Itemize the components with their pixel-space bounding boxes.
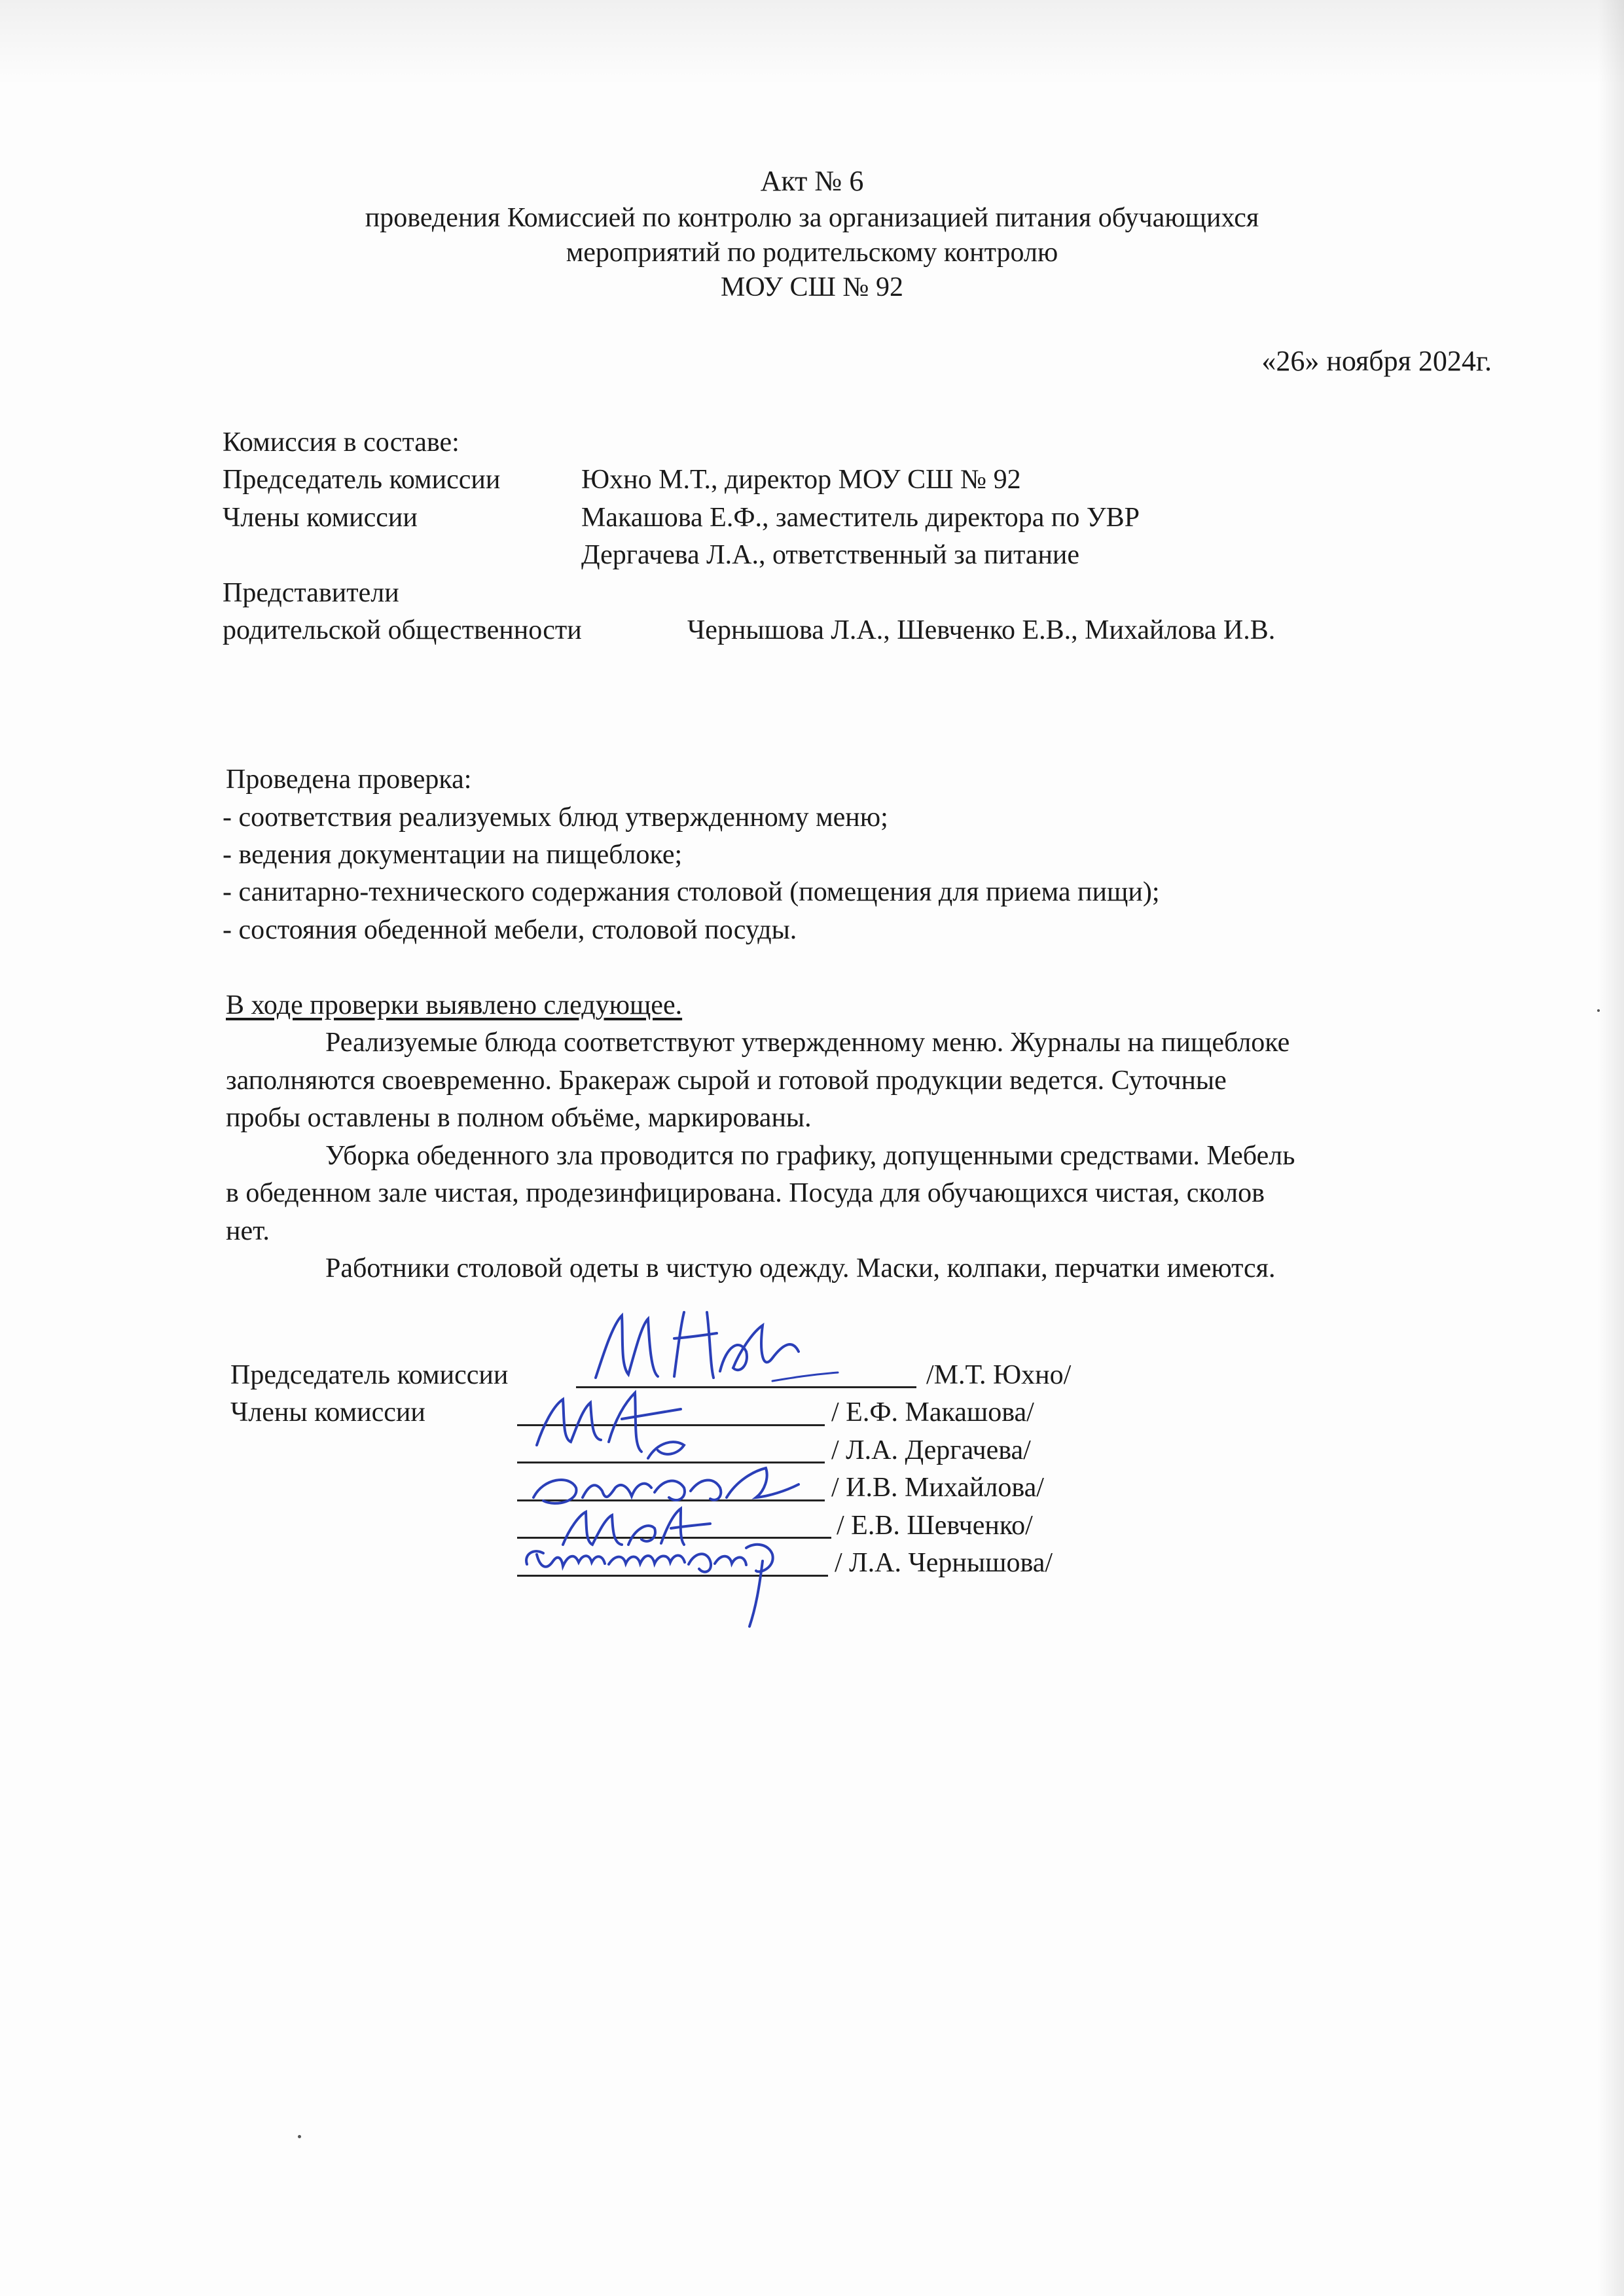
scan-dust-speck-right [1597, 1009, 1600, 1012]
findings-line-4: Уборка обеденного зла проводится по графику, допущенными средствами. Мебель [325, 1141, 1295, 1171]
check-item-2: - ведения документации на пищеблоке; [223, 840, 683, 870]
reps-label-line1: Представители [223, 578, 399, 608]
members-label: Члены комиссии [223, 503, 418, 533]
check-item-4: - состояния обеденной мебели, столовой посуды. [223, 915, 797, 945]
check-intro: Проведена проверка: [226, 764, 472, 795]
member-line-1: Макашова Е.Ф., заместитель директора по УВР [581, 503, 1140, 533]
findings-line-3: пробы оставлены в полном объёме, маркированы. [226, 1103, 812, 1133]
findings-line-1: Реализуемые блюда соответствуют утвержденному меню. Журналы на пищеблоке [325, 1028, 1290, 1058]
reps-value: Чернышова Л.А., Шевченко Е.В., Михайлова И.В. [687, 615, 1276, 645]
sign-member-name-5: / Л.А. Чернышова/ [835, 1548, 1053, 1578]
findings-line-2: заполняются своевременно. Бракераж сырой и готовой продукции ведется. Суточные [226, 1066, 1227, 1096]
act-date: «26» ноября 2024г. [1261, 345, 1492, 377]
member-line-2: Дергачева Л.А., ответственный за питание [581, 540, 1080, 570]
sign-member-name-3: / И.В. Михайлова/ [831, 1473, 1044, 1503]
scan-shadow-top [0, 0, 1624, 85]
findings-heading: В ходе проверки выявлено следующее. [226, 990, 683, 1020]
reps-label-line2: родительской общественности [223, 615, 582, 645]
findings-line-6: нет. [226, 1216, 270, 1246]
sign-members-label: Члены комиссии [230, 1397, 425, 1427]
signature-member-5 [511, 1535, 812, 1633]
sign-chair-label: Председатель комиссии [230, 1360, 509, 1390]
sign-member-name-2: / Л.А. Дергачева/ [831, 1435, 1031, 1465]
bleed-through-artifact-1 [232, 1636, 239, 1661]
findings-line-5: в обеденном зале чистая, продезинфицирована. Посуда для обучающихся чистая, сколов [226, 1178, 1265, 1208]
scan-shadow-right [1598, 0, 1624, 2296]
check-item-3: - санитарно-технического содержания столовой (помещения для приема пищи); [223, 877, 1160, 907]
act-subtitle-line1: проведения Комиссией по контролю за организацией питания обучающихся [365, 203, 1259, 233]
sign-member-name-1: / Е.Ф. Макашова/ [831, 1397, 1034, 1427]
commission-intro: Комиссия в составе: [223, 427, 460, 457]
act-subtitle-line3: МОУ СШ № 92 [720, 272, 903, 302]
act-title: Акт № 6 [760, 165, 864, 197]
chair-label: Председатель комиссии [223, 465, 501, 495]
sign-chair-name: /М.Т. Юхно/ [926, 1360, 1072, 1390]
check-item-1: - соответствия реализуемых блюд утвержденному меню; [223, 802, 888, 833]
chair-value: Юхно М.Т., директор МОУ СШ № 92 [581, 465, 1021, 495]
scan-dust-speck [298, 2135, 301, 2138]
findings-line-7: Работники столовой одеты в чистую одежду. Маски, колпаки, перчатки имеются. [325, 1253, 1276, 1283]
sign-member-name-4: / Е.В. Шевченко/ [837, 1511, 1033, 1541]
act-subtitle-line2: мероприятий по родительскому контролю [566, 238, 1058, 268]
